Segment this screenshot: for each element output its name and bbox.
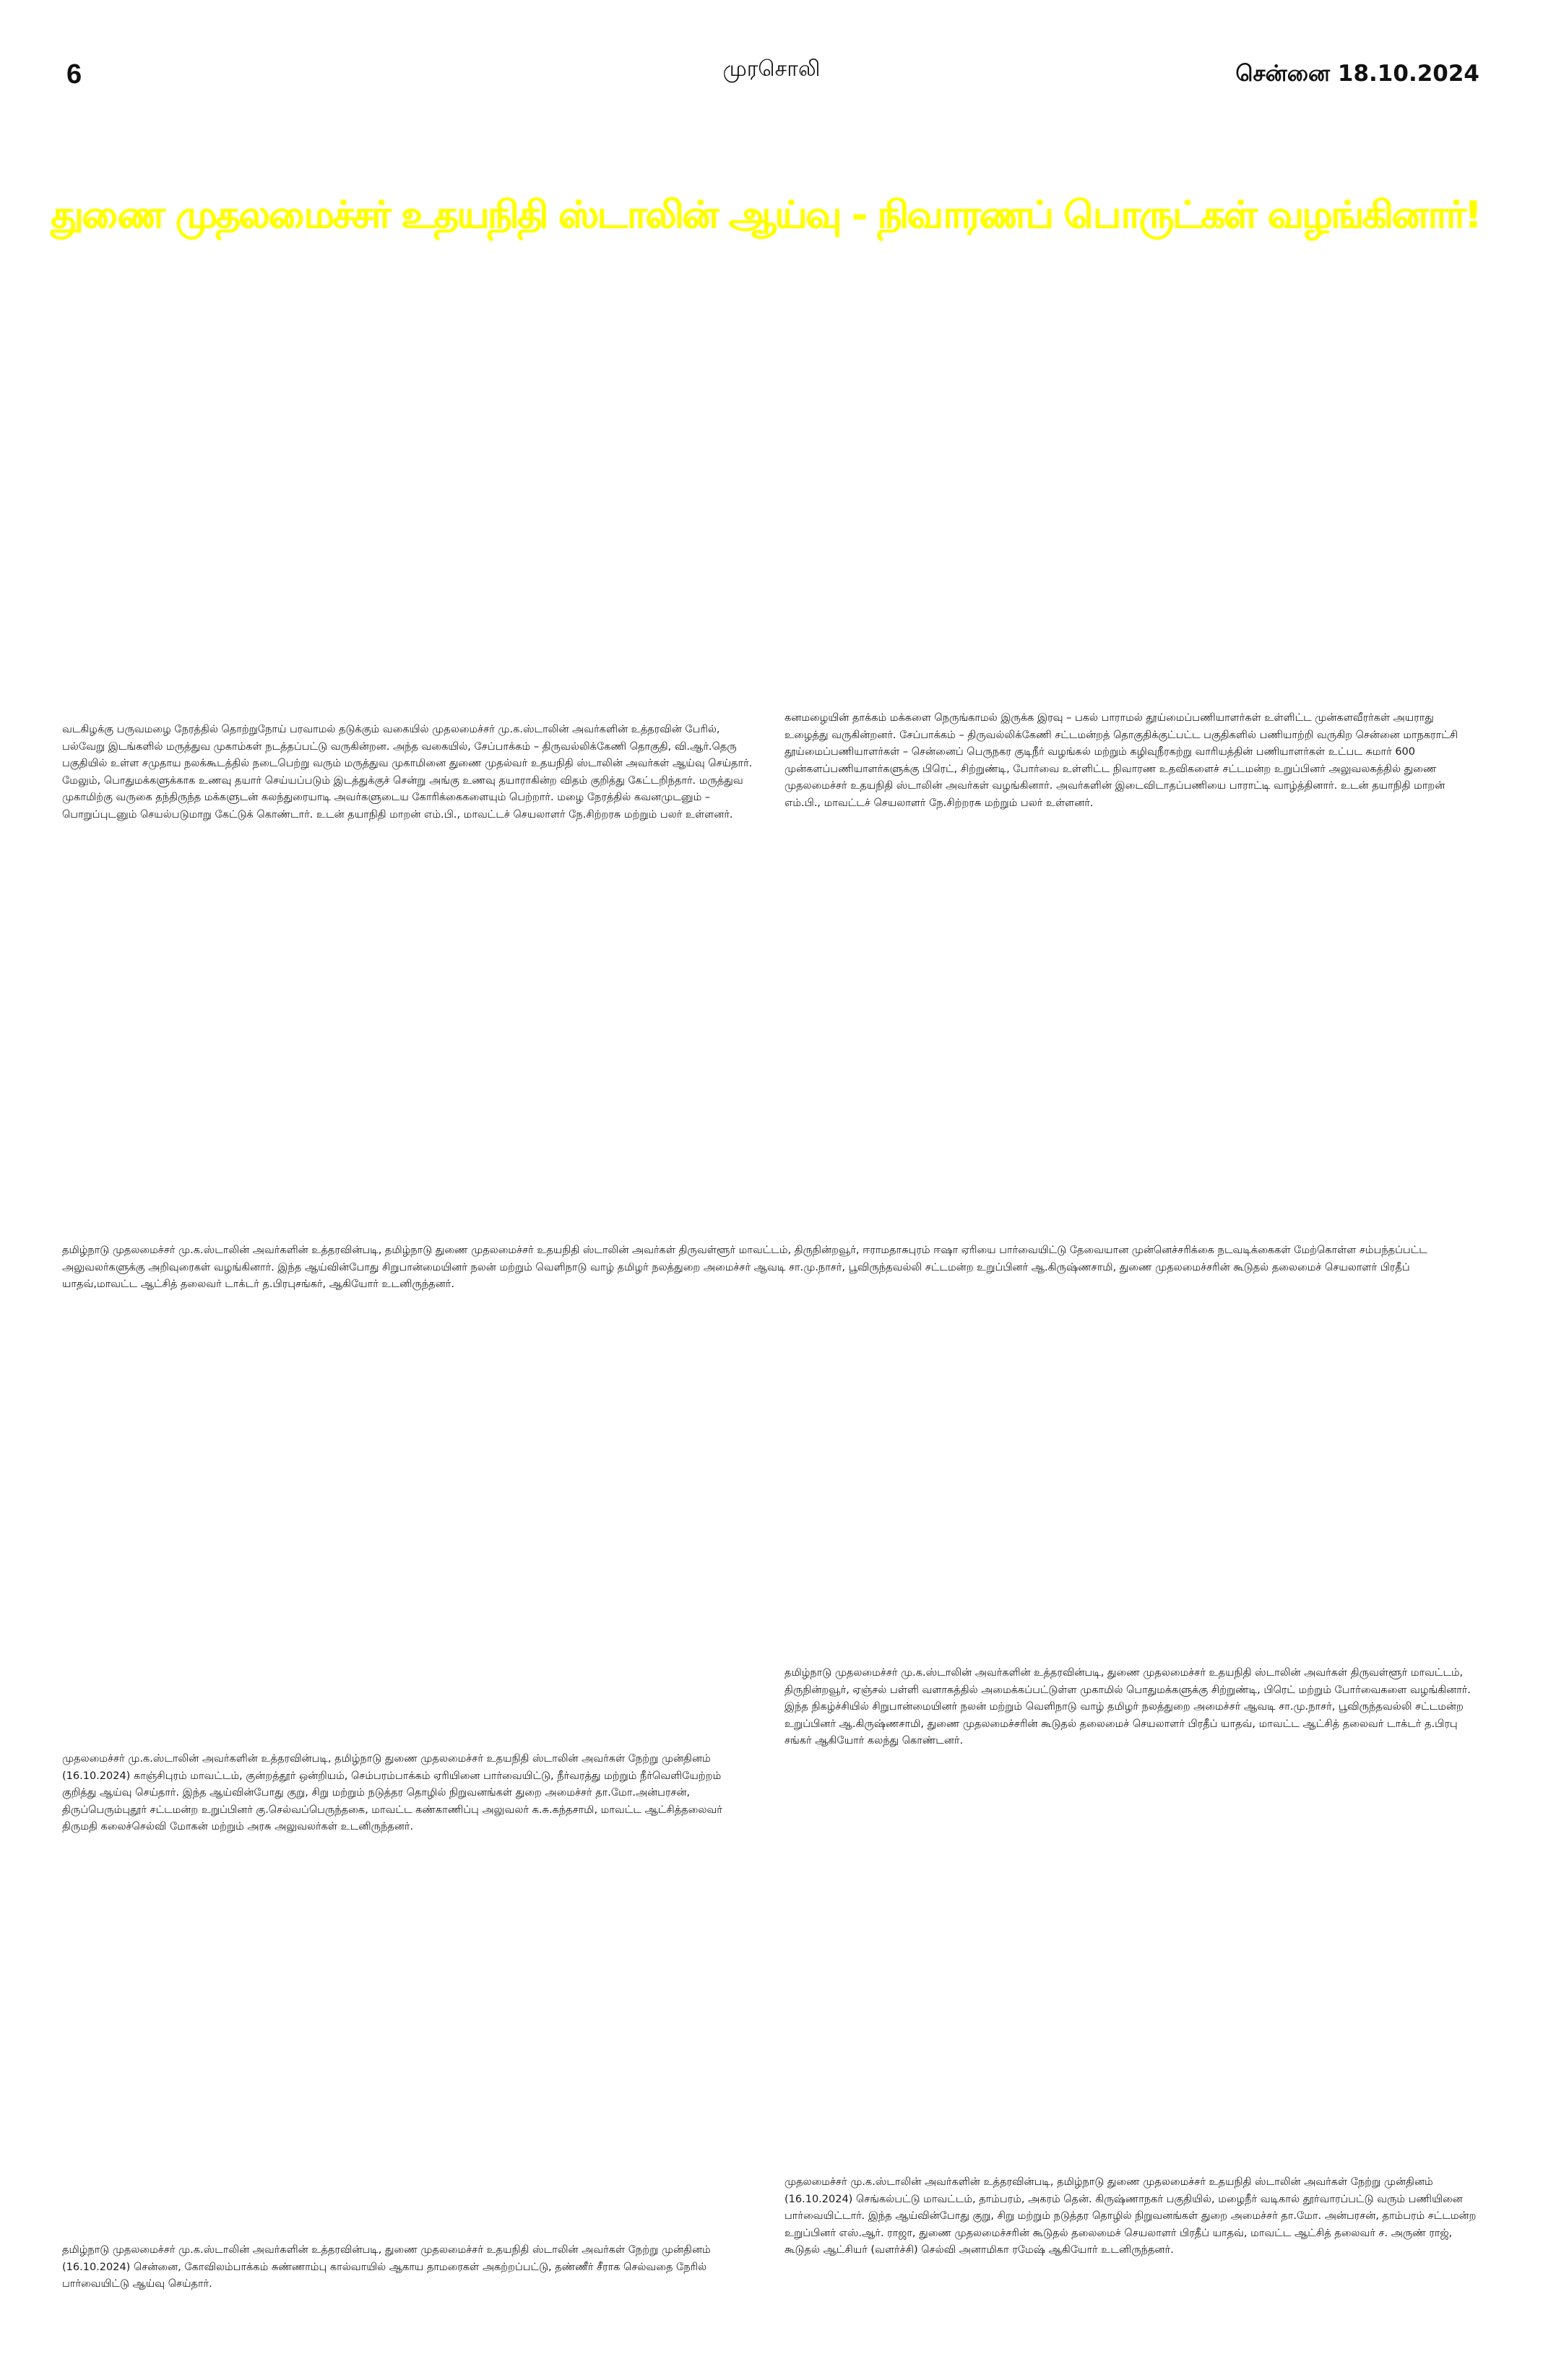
newspaper-name: முரசொலி — [722, 56, 821, 82]
caption-relief-camp: தமிழ்நாடு முதலமைச்சர் மு.க.ஸ்டாலின் அவர்களின் உத்தரவின்படி, துணை முதலமைச்சர் உதயநிதி ஸ்டாலின் அவர்கள் திருவள்ளூர் மாவட்டம், திருநின்றவூர், ஏஞ்சல் பள்ளி வளாகத்தில் அமைக்கப்பட்டுள்ள முகாமில் பொதுமக்களுக்கு சிற்றுண்டி, பிரெட் மற்றும் போர்வைகளை வழங்கினார். இந்த நிகழ்ச்சியில் சிறுபான்மையினர் நலன் மற்றும் வெளிநாடு வாழ் தமிழர் நலத்துறை அமைச்சர் ஆவடி சா.மு.நாசர், பூவிருந்தவல்லி சட்டமன்ற உறுப்பினர் ஆ.கிருஷ்ணசாமி, துணை முதலமைச்சரின் கூடுதல் தலைமைச் செயலாளர் பிரதீப் யாதவ், மாவட்ட ஆட்சித் தலைவர் டாக்டர் த.பிரபு சங்கர் ஆகியோர் கலந்து கொண்டனர். — [785, 1667, 1471, 1747]
caption-thiruninravur-lake: தமிழ்நாடு முதலமைச்சர் மு.க.ஸ்டாலின் அவர்களின் உத்தரவின்படி, தமிழ்நாடு துணை முதலமைச்சர் உதயநிதி ஸ்டாலின் அவர்கள் திருவள்ளூர் மாவட்டம், திருநின்றவூர், ஈராமதாசுபுரம் ஈஷா ஏரியை பார்வையிட்டு தேவையான முன்னெச்சரிக்கை நடவடிக்கைகள் மேற்கொள்ள சம்பந்தப்பட்ட அலுவலர்களுக்கு அறிவுரைகள் வழங்கினார். இந்த ஆய்வின்போது சிறுபான்மையினர் நலன் மற்றும் வெளிநாடு வாழ் தமிழர் நலத்துறை அமைச்சர் ஆவடி சா.மு.நாசர், பூவிருந்தவல்லி சட்டமன்ற உறுப்பினர் ஆ.கிருஷ்ணசாமி, துணை முதலமைச்சரின் கூடுதல் தலைமைச் செயலாளர் பிரதீப் யாதவ்,மாவட்ட ஆட்சித் தலைவர் டாக்டர் த.பிரபுசங்கர், ஆகியோர் உடனிருந்தனர். — [62, 1245, 1427, 1290]
caption-tambaram-drain: முதலமைச்சர் மு.க.ஸ்டாலின் அவர்களின் உத்தரவின்படி, தமிழ்நாடு துணை முதலமைச்சர் உதயநிதி ஸ்டாலின் அவர்கள் நேற்று முன்தினம் (16.10.2024) செங்கல்பட்டு மாவட்டம், தாம்பரம், அகரம் தென். கிருஷ்ணாநகர் பகுதியில், மழைநீர் வடிகால் தூர்வாரப்பட்டு வரும் பணியினை பார்வையிட்டார். இந்த ஆய்வின்போது குறு, சிறு மற்றும் நடுத்தர தொழில் நிறுவனங்கள் துறை அமைச்சர் தா.மோ. அன்பரசன், தாம்பரம் சட்டமன்ற உறுப்பினர் எஸ்.ஆர். ராஜா, துணை முதலமைச்சரின் கூடுதல் தலைமைச் செயலாளர் பிரதீப் யாதவ், மாவட்ட ஆட்சித் தலைவர் ச. அருண் ராஜ், கூடுதல் ஆட்சியர் (வளர்ச்சி) செல்வி அனாமிகா ரமேஷ் ஆகியோர் உடனிருந்தனர். — [785, 2176, 1477, 2256]
page-header — [0, 0, 1543, 101]
page-headline: துணை முதலமைச்சர் உதயநிதி ஸ்டாலின் ஆய்வு - நிவாரணப் பொருட்கள் வழங்கினார்! — [51, 194, 1480, 237]
caption-kovilambakkam-canal: தமிழ்நாடு முதலமைச்சர் மு.க.ஸ்டாலின் அவர்களின் உத்தரவின்படி, துணை முதலமைச்சர் உதயநிதி ஸ்டாலின் அவர்கள் நேற்று முன்தினம் (16.10.2024) சென்னை, கோவிலம்பாக்கம் சுண்ணாம்பு கால்வாயில் ஆகாய தாமரைகள் அகற்றப்பட்டு, தண்ணீர் சீராக செல்வதை நேரில் பார்வையிட்டு ஆய்வு செய்தார். — [62, 2244, 711, 2290]
caption-chembarambakkam: முதலமைச்சர் மு.க.ஸ்டாலின் அவர்களின் உத்தரவின்படி, தமிழ்நாடு துணை முதலமைச்சர் உதயநிதி ஸ்டாலின் அவர்கள் நேற்று முன்தினம் (16.10.2024) காஞ்சிபுரம் மாவட்டம், குன்றத்தூர் ஒன்றியம், செம்பரம்பாக்கம் ஏரியினை பார்வையிட்டு, நீர்வரத்து மற்றும் நீர்வெளியேற்றம் குறித்து ஆய்வு செய்தார். இந்த ஆய்வின்போது குறு, சிறு மற்றும் நடுத்தர தொழில் நிறுவனங்கள் துறை அமைச்சர் தா.மோ.அன்பரசன், திருப்பெரும்புதூர் சட்டமன்ற உறுப்பினர் கு.செல்வப்பெருந்தகை, மாவட்ட கண்காணிப்பு அலுவலர் க.சு.கந்தசாமி, மாவட்ட ஆட்சித்தலைவர் திருமதி கலைச்செல்வி மோகன் மற்றும் அரசு அலுவலர்கள் உடனிருந்தனர். — [62, 1753, 722, 1832]
caption-relief-workers: கனமழையின் தாக்கம் மக்களை நெருங்காமல் இருக்க இரவு – பகல் பாராமல் தூய்மைப்பணியாளர்கள் உள்ளிட்ட முன்களவீரர்கள் அயராது உழைத்து வருகின்றனர். சேப்பாக்கம் – திருவல்லிக்கேணி சட்டமன்றத் தொகுதிக்குட்பட்ட பகுதிகளில் பணியாற்றி வருகிற சென்னை மாநகராட்சி தூய்மைப்பணியாளர்கள் – சென்னைப் பெருநகர குடிநீர் வழங்கல் மற்றும் கழிவுநீரகற்று வாரியத்தின் பணியாளர்கள் உட்பட சுமார் 600 முன்களப்பணியாளர்களுக்கு பிரெட், சிற்றுண்டி, போர்வை உள்ளிட்ட நிவாரண உதவிகளைச் சட்டமன்ற உறுப்பினர் அலுவலகத்தில் துணை முதலமைச்சர் உதயநிதி ஸ்டாலின் அவர்கள் வழங்கினார். அவர்களின் இடைவிடாதப்பணியை பாராட்டி வாழ்த்தினார். உடன் தயாநிதி மாறன் எம்.பி., மாவட்டச் செயலாளர் நே.சிற்றரசு மற்றும் பலர் உள்ளனர். — [785, 712, 1458, 809]
caption-medical-camp: வடகிழக்கு பருவமழை நேரத்தில் தொற்றுநோய் பரவாமல் தடுக்கும் வகையில் முதலமைச்சர் மு.க.ஸ்டாலின் அவர்களின் உத்தரவின் பேரில், பல்வேறு இடங்களில் மருத்துவ முகாம்கள் நடத்தப்பட்டு வருகின்றன. அந்த வகையில், சேப்பாக்கம் – திருவல்லிக்கேணி தொகுதி, வி.ஆர்.தெரு பகுதியில் உள்ள சமுதாய நலக்கூடத்தில் நடைபெற்று வரும் மருத்துவ முகாமினை துணை முதல்வர் உதயநிதி ஸ்டாலின் அவர்கள் ஆய்வு செய்தார். மேலும், பொதுமக்களுக்காக உணவு தயார் செய்யப்படும் இடத்துக்குச் சென்று அங்கு உணவு தயாராகின்ற விதம் குறித்து கேட்டறிந்தார். மருத்துவ முகாமிற்கு வருகை தந்திருந்த மக்களுடன் கலந்துரையாடி அவர்களுடைய கோரிக்கைகளையும் பெற்றார். மழை நேரத்தில் கவனமுடனும் – பொறுப்புடனும் செயல்படுமாறு கேட்டுக் கொண்டார். உடன் தயாநிதி மாறன் எம்.பி., மாவட்டச் செயலாளர் நே.சிற்றரசு மற்றும் பலர் உள்ளனர். — [62, 724, 753, 821]
page-number: 6 — [66, 59, 82, 90]
dateline: சென்னை 18.10.2024 — [1235, 61, 1479, 87]
